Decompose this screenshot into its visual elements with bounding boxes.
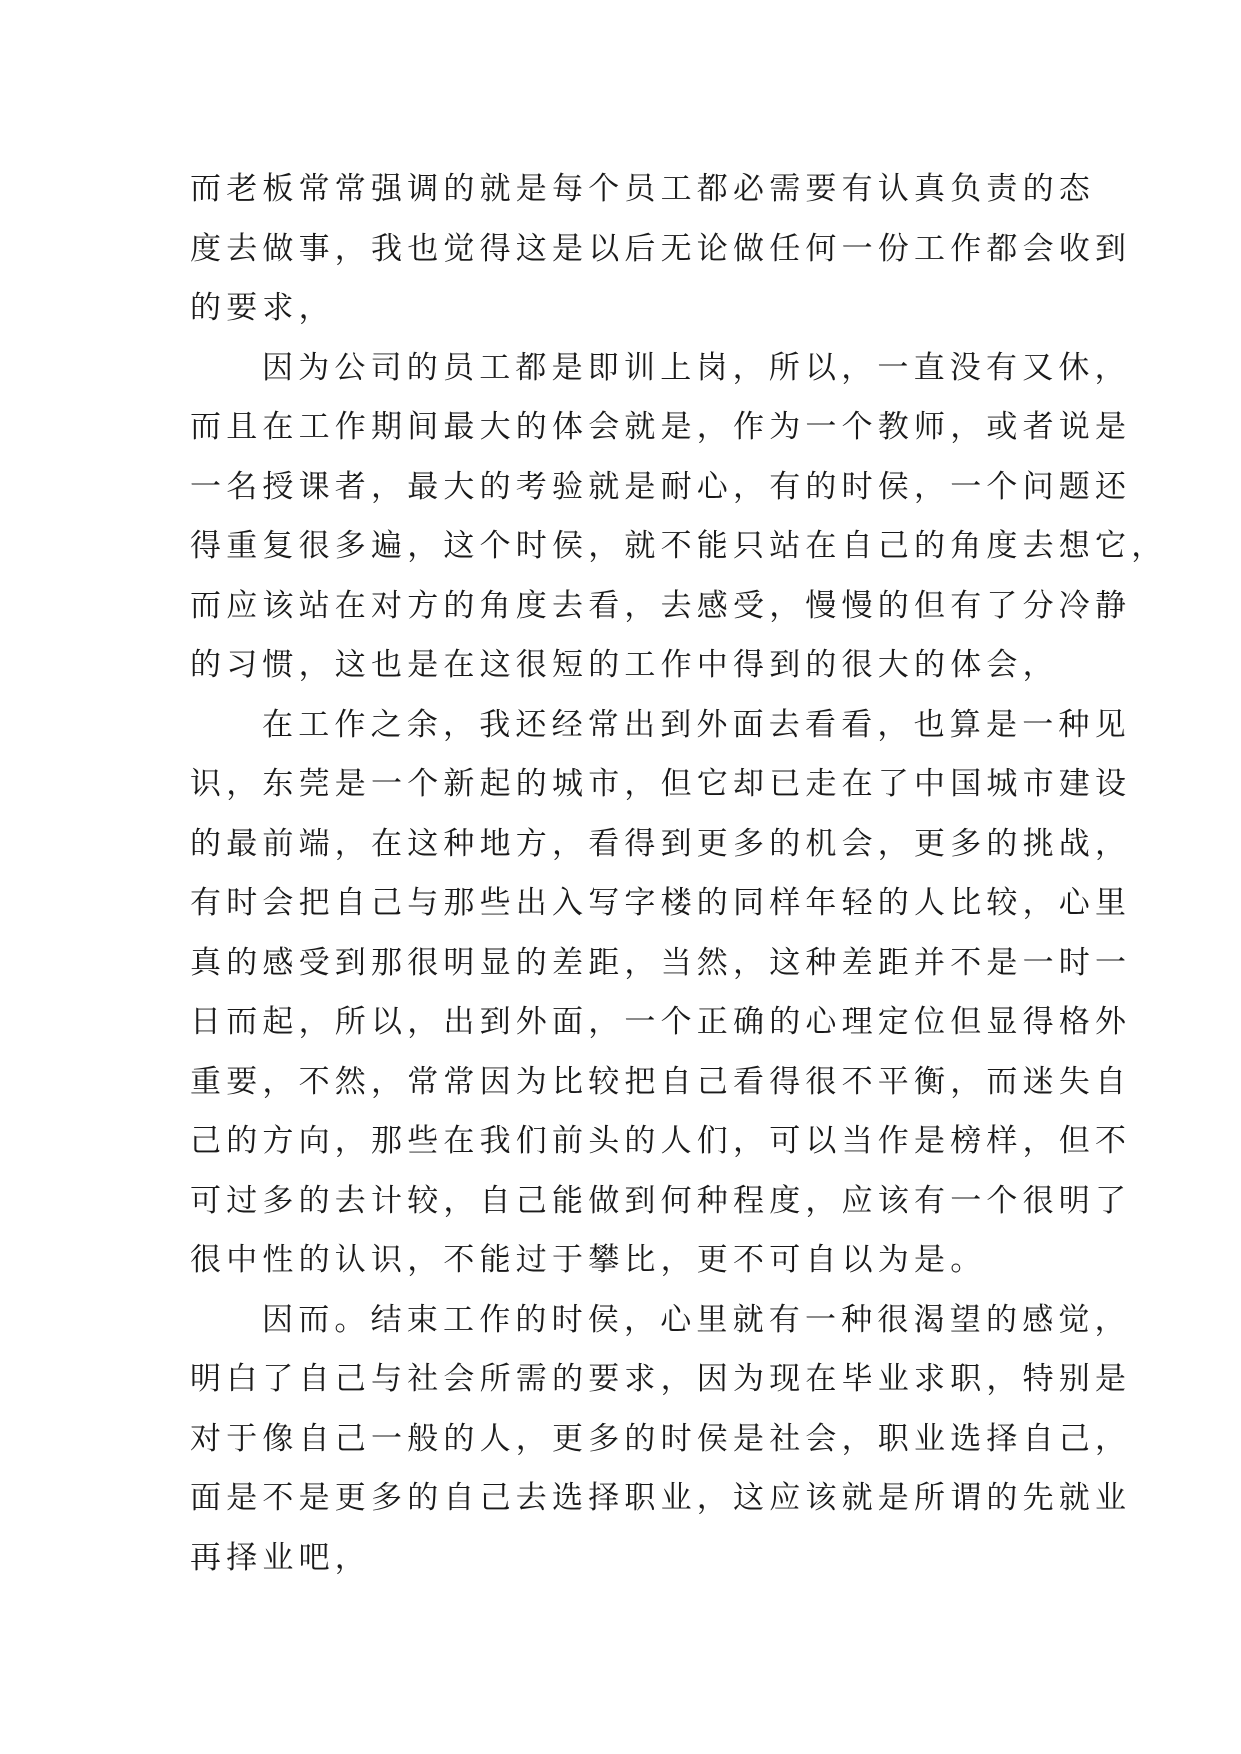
text-line: 对于像自己一般的人，更多的时侯是社会，职业选择自己， <box>190 1420 1132 1457</box>
text-line: 识，东莞是一个新起的城市，但它却已走在了中国城市建设 <box>190 766 1132 802</box>
paragraph <box>190 160 1132 339</box>
text-line: 的习惯，这也是在这很短的工作中得到的很大的体会， <box>190 647 1059 683</box>
text-line: 一名授课者，最大的考验就是耐心，有的时侯，一个问题还 <box>190 468 1132 505</box>
text-line: 可过多的去计较，自己能做到何种程度，应该有一个很明了 <box>190 1182 1132 1219</box>
text-line: 而且在工作期间最大的体会就是，作为一个教师，或者说是 <box>190 409 1132 445</box>
text-line: 因而。结束工作的时侯，心里就有一种很渴望的感觉， <box>262 1301 1131 1338</box>
text-line: 己的方向，那些在我们前头的人们，可以当作是榜样，但不 <box>190 1123 1132 1159</box>
paragraph <box>190 696 1132 1291</box>
text-line: 的要求， <box>190 290 335 326</box>
text-line: 面是不是更多的自己去选择职业，这应该就是所谓的先就业 <box>190 1480 1132 1516</box>
text-line: 的最前端，在这种地方，看得到更多的机会，更多的挑战， <box>190 825 1132 862</box>
paragraph <box>190 339 1168 696</box>
paragraph <box>190 1291 1132 1589</box>
text-line: 真的感受到那很明显的差距，当然，这种差距并不是一时一 <box>190 944 1132 981</box>
text-line: 有时会把自己与那些出入写字楼的同样年轻的人比较，心里 <box>190 885 1132 921</box>
text-line: 因为公司的员工都是即训上岗，所以，一直没有又休， <box>262 349 1131 386</box>
text-line: 重要，不然，常常因为比较把自己看得很不平衡，而迷失自 <box>190 1063 1132 1100</box>
text-line: 再择业吧， <box>190 1539 371 1576</box>
text-line: 日而起，所以，出到外面，一个正确的心理定位但显得格外 <box>190 1004 1132 1040</box>
text-line: 度去做事，我也觉得这是以后无论做任何一份工作都会收到 <box>190 230 1132 267</box>
text-line: 在工作之余，我还经常出到外面去看看，也算是一种见 <box>262 706 1131 743</box>
text-line: 明白了自己与社会所需的要求，因为现在毕业求职，特别是 <box>190 1361 1132 1397</box>
text-line: 得重复很多遍，这个时侯，就不能只站在自己的角度去想它， <box>190 528 1168 564</box>
text-line: 很中性的认识，不能过于攀比，更不可自以为是。 <box>190 1242 987 1278</box>
document-body <box>190 160 1168 1588</box>
text-line: 而应该站在对方的角度去看，去感受，慢慢的但有了分冷静 <box>190 587 1132 624</box>
text-line: 而老板常常强调的就是每个员工都必需要有认真负责的态 <box>190 171 1095 207</box>
